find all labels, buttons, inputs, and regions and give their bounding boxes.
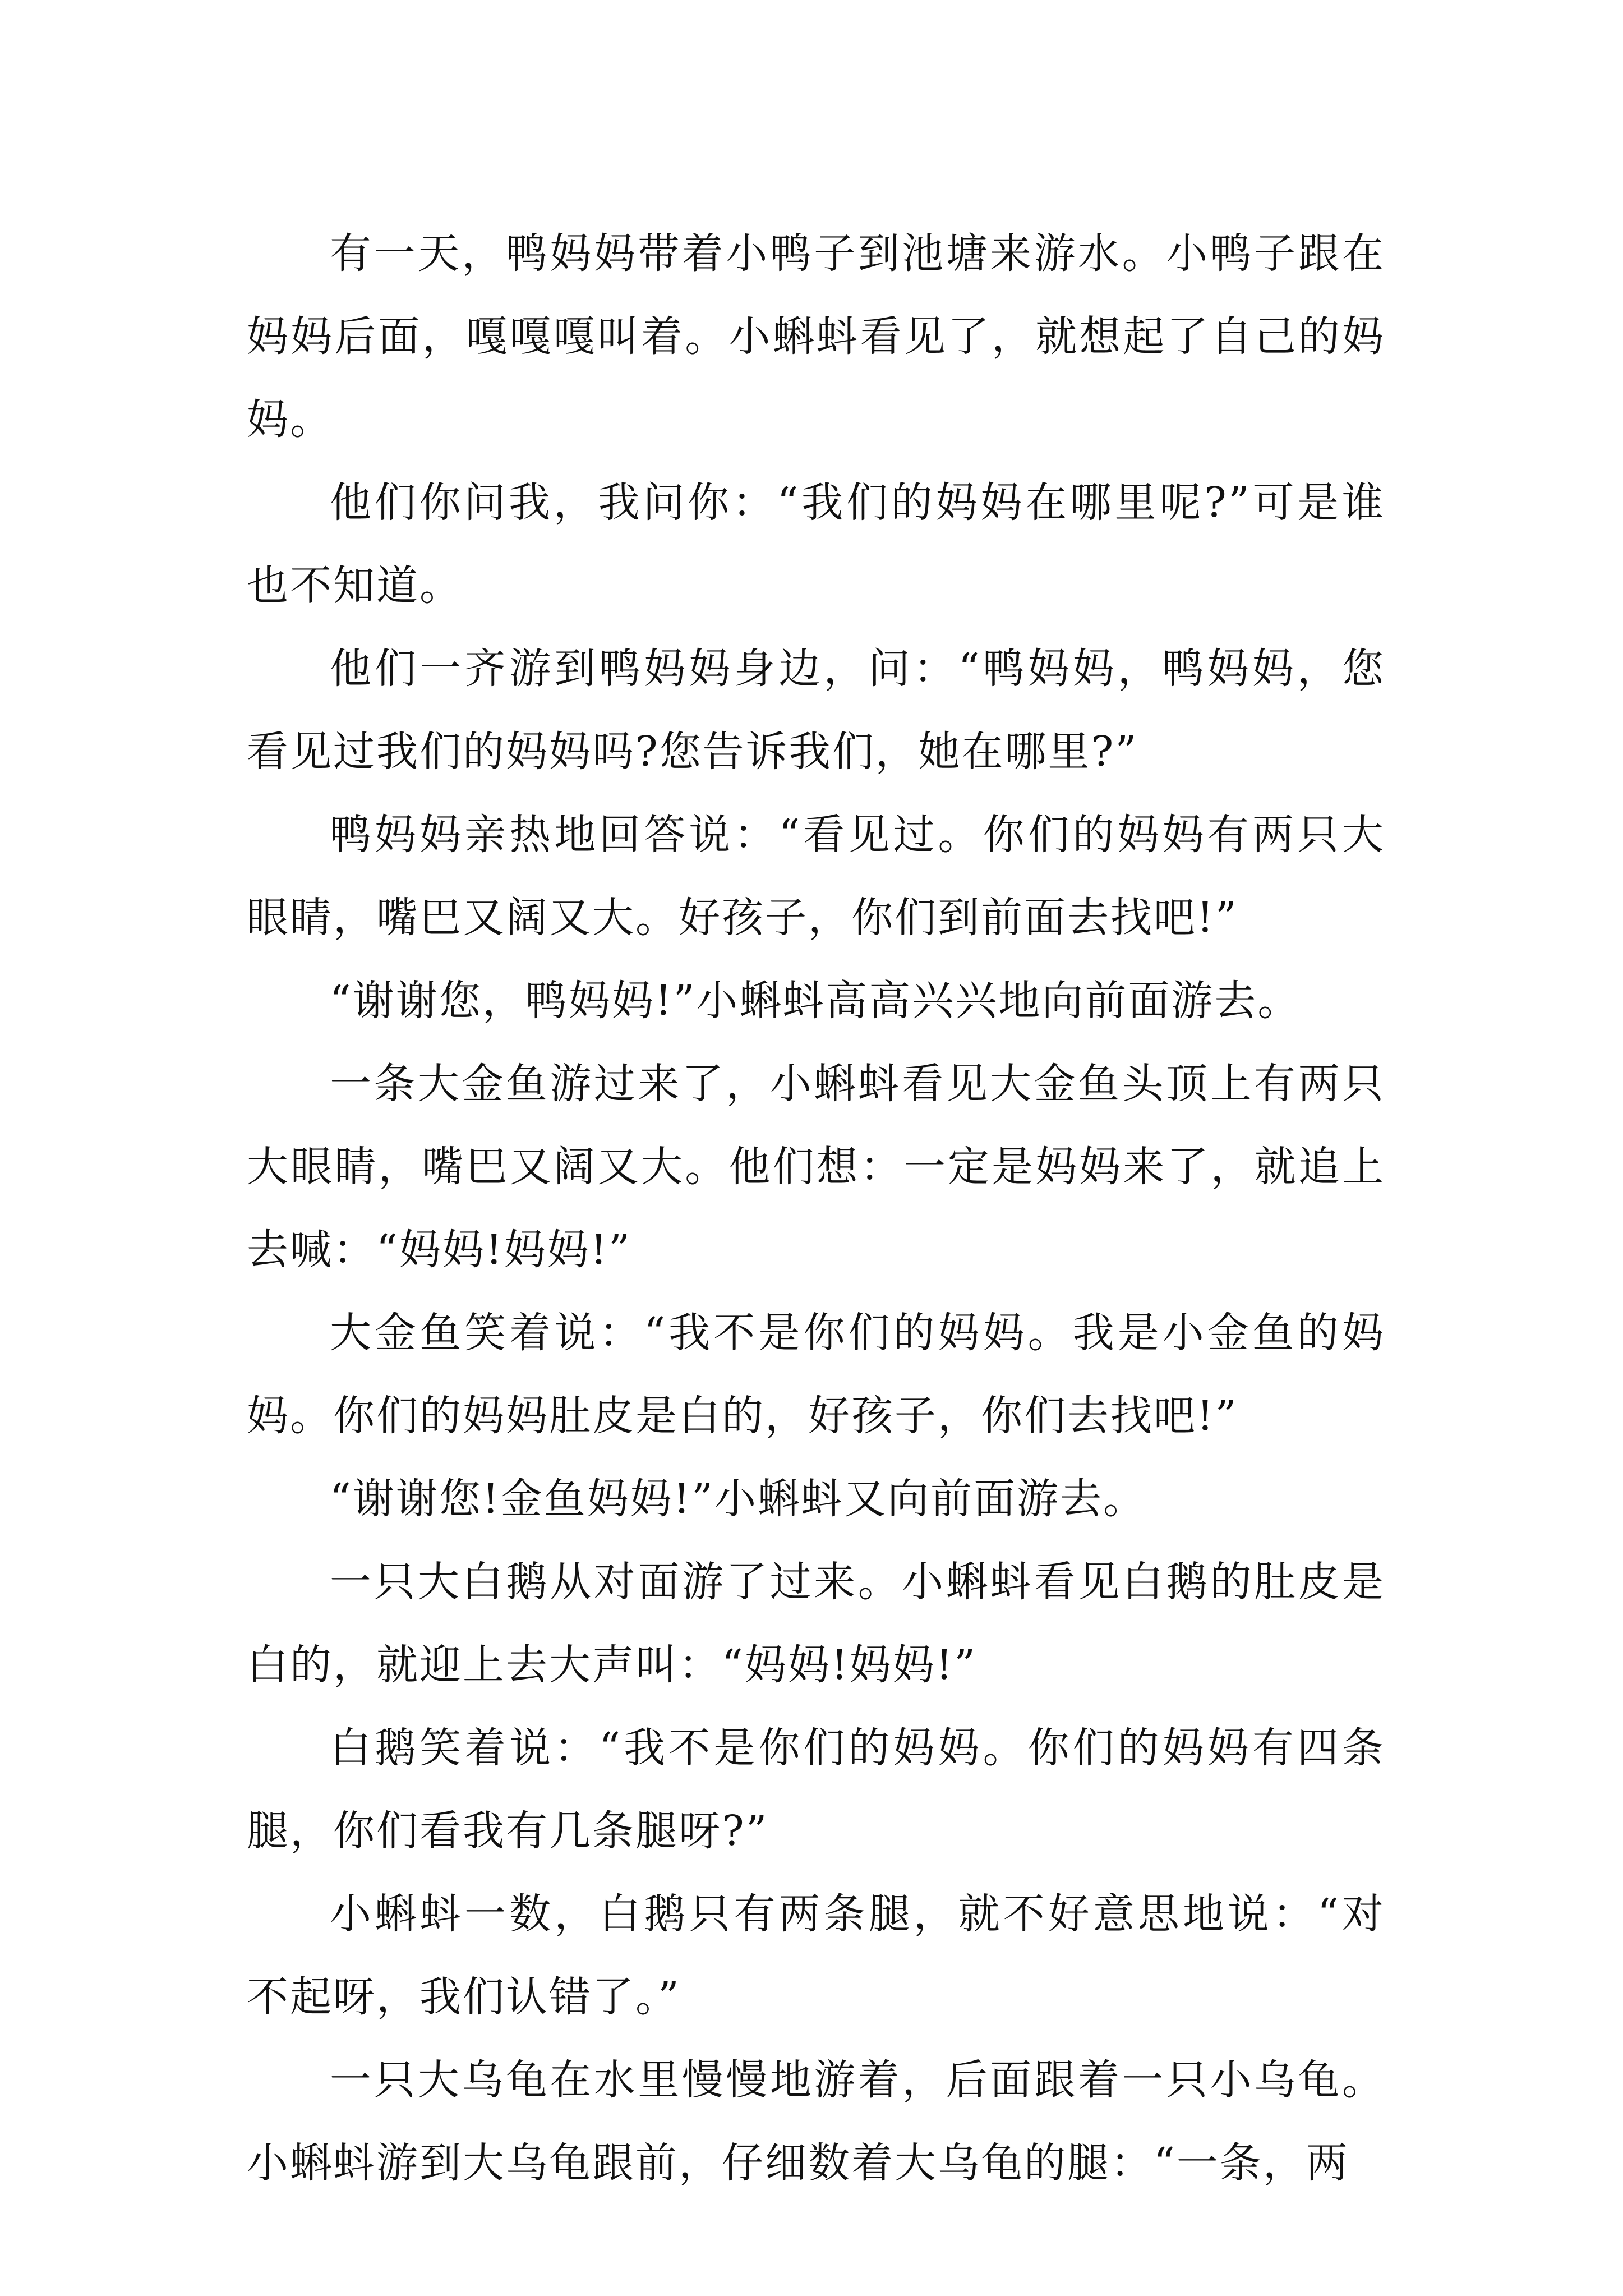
paragraph-2: 他们你问我，我问你：“我们的妈妈在哪里呢?”可是谁也不知道。 xyxy=(247,478,1385,610)
paragraph-3: 他们一齐游到鸭妈妈身边，问：“鸭妈妈，鸭妈妈，您看见过我们的妈妈吗?您告诉我们，她在哪里?” xyxy=(247,645,1385,776)
story-text xyxy=(247,212,1385,2205)
paragraph-8: “谢谢您!金鱼妈妈!”小蝌蚪又向前面游去。 xyxy=(330,1475,1147,1523)
paragraph-10: 白鹅笑着说：“我不是你们的妈妈。你们的妈妈有四条腿，你们看我有几条腿呀?” xyxy=(247,1724,1385,1855)
paragraph-11: 小蝌蚪一数，白鹅只有两条腿，就不好意思地说：“对不起呀，我们认错了。” xyxy=(247,1890,1385,2021)
paragraph-9: 一只大白鹅从对面游了过来。小蝌蚪看见白鹅的肚皮是白的，就迎上去大声叫：“妈妈!妈妈!” xyxy=(247,1558,1385,1689)
paragraph-4: 鸭妈妈亲热地回答说：“看见过。你们的妈妈有两只大眼睛，嘴巴又阔又大。好孩子，你们到前面去找吧!” xyxy=(247,811,1385,942)
paragraph-12: 一只大乌龟在水里慢慢地游着，后面跟着一只小乌龟。小蝌蚪游到大乌龟跟前，仔细数着大乌龟的腿：“一条，两 xyxy=(247,2056,1385,2187)
paragraph-1: 有一天，鸭妈妈带着小鸭子到池塘来游水。小鸭子跟在妈妈后面，嘎嘎嘎叫着。小蝌蚪看见了，就想起了自己的妈妈。 xyxy=(247,229,1385,444)
paragraph-7: 大金鱼笑着说：“我不是你们的妈妈。我是小金鱼的妈妈。你们的妈妈肚皮是白的，好孩子，你们去找吧!” xyxy=(247,1309,1385,1440)
paragraph-6: 一条大金鱼游过来了，小蝌蚪看见大金鱼头顶上有两只大眼睛，嘴巴又阔又大。他们想：一定是妈妈来了，就追上去喊：“妈妈!妈妈!” xyxy=(247,1060,1385,1274)
paragraph-5: “谢谢您，鸭妈妈!”小蝌蚪高高兴兴地向前面游去。 xyxy=(330,977,1301,1025)
